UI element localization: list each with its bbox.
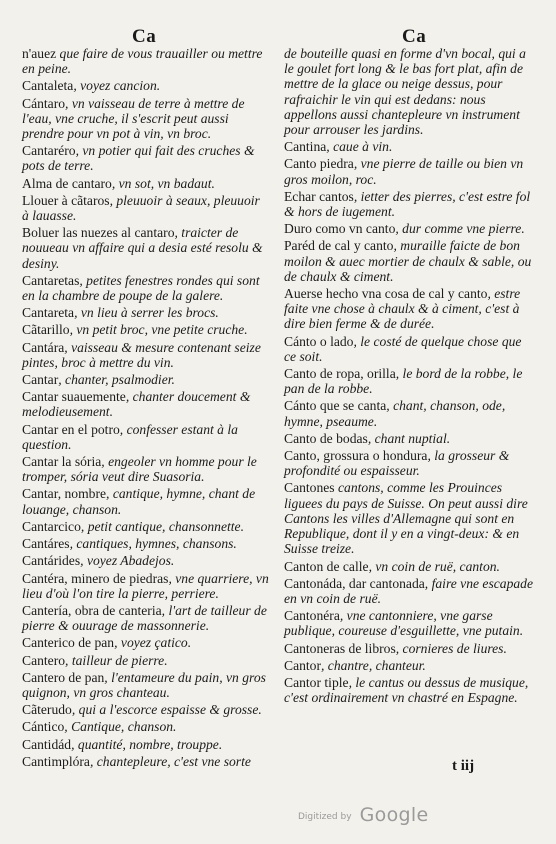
entry-definition: , vn sot, vn badaut. — [111, 175, 215, 191]
entry-definition: , qui a l'escorce espaisse & grosse. — [71, 702, 262, 718]
entry-definition: , vn lieu à serrer les brocs. — [74, 305, 219, 321]
entry-definition: , vne pierre de taille ou bien vn gros moilon, roc. — [284, 156, 524, 187]
entry-headword: Cantar la sória — [22, 454, 102, 470]
page-header-left: Ca — [132, 26, 157, 47]
dictionary-entry — [284, 238, 534, 284]
dictionary-entry — [22, 96, 270, 142]
entry-definition: , cornieres de liures. — [395, 640, 507, 656]
entry-headword: Cantar suauemente — [22, 389, 126, 405]
entry-headword: Cantaréro — [22, 143, 76, 159]
dictionary-entry — [22, 454, 270, 484]
dictionary-entry — [22, 719, 270, 734]
entry-definition: , chant, chanson, ode, hymne, pseaume. — [284, 398, 506, 429]
entry-headword: Canterico de pan — [22, 635, 115, 651]
right-column — [284, 46, 534, 707]
dictionary-entry — [22, 635, 270, 650]
dictionary-entry — [22, 372, 270, 387]
watermark-small-text: Digitized by — [298, 811, 352, 822]
entry-headword: Canto piedra — [284, 156, 354, 172]
entry-headword: Cantarcico — [22, 518, 81, 534]
entry-definition: , vne quarriere, vn lieu d'où l'on tire la pierre, perriere. — [22, 570, 269, 601]
dictionary-entry — [22, 653, 270, 668]
entry-definition: cantons, comme les Prouinces liguees du pays de Suisse. On peut aussi dire Cantons les villes d'Allemagne qui sont en Republique, dont il y en a vingt-deux: & en Suisse treize. — [284, 480, 528, 557]
dictionary-entry — [22, 143, 270, 173]
entry-definition: , tailleur de pierre. — [65, 652, 168, 668]
dictionary-entry — [22, 78, 270, 93]
entry-definition: , faire vne escapade en vn coin de ruë. — [284, 575, 534, 606]
entry-definition: , ietter des pierres, c'est estre fol & hors de iugement. — [284, 188, 531, 220]
dictionary-entry — [284, 658, 534, 673]
entry-definition: , cantique, hymne, chant de louange, chanson. — [22, 486, 256, 517]
entry-headword: Cantaretas — [22, 272, 80, 288]
dictionary-entry — [284, 559, 534, 574]
entry-headword: Auerse hecho vna cosa de cal y canto — [284, 286, 488, 302]
entry-definition: , caue à vin. — [326, 139, 393, 155]
dictionary-entry — [22, 737, 270, 752]
watermark-logo-text: Google — [359, 804, 429, 826]
entry-definition: , le bord de la robbe, le pan de la robbe. — [284, 366, 523, 397]
entry-headword: Cantar en el potro — [22, 421, 120, 437]
entry-definition: , muraille faicte de bon moilon & auec mortier de chaulx & sable, ou de chaulx & ciment. — [284, 238, 532, 284]
entry-headword: Llouer à cãtaros — [22, 192, 110, 208]
dictionary-entry — [284, 675, 534, 705]
entry-headword: Cantéra, minero de piedras — [22, 570, 169, 586]
entry-definition: , pleuuoir à seaux, pleuuoir à lauasse. — [22, 192, 260, 224]
entry-headword: Cantero de pan — [22, 669, 105, 685]
dictionary-entry — [22, 176, 270, 191]
entry-headword: Echar cantos — [284, 188, 354, 204]
entry-definition: , vaisseau & mesure contenant seize pintes, broc à mettre du vin. — [22, 339, 261, 370]
entry-headword: Cantero — [22, 652, 66, 668]
entry-definition: , quantité, nombre, trouppe. — [71, 736, 223, 752]
dictionary-entry — [284, 576, 534, 606]
dictionary-entry — [284, 608, 534, 638]
entry-definition: , confesser estant à la question. — [22, 421, 238, 452]
dictionary-entry — [22, 571, 270, 601]
entry-definition: , voyez Abadejos. — [80, 553, 175, 569]
entry-definition: , l'entameure du pain, vn gros quignon, vn gros chanteau. — [22, 669, 266, 700]
dictionary-entry — [22, 702, 270, 717]
entry-definition: , l'art de tailleur de pierre & ouurage de massonnerie. — [22, 602, 267, 634]
entry-definition: , vn potier qui fait des cruches & pots de terre. — [22, 143, 255, 174]
dictionary-entry — [284, 448, 534, 478]
dictionary-entry — [284, 189, 534, 219]
entry-headword: Cantoneras de libros — [284, 640, 396, 656]
dictionary-entry — [22, 603, 270, 633]
entry-headword: Cãterudo — [22, 702, 72, 718]
entry-definition: , chant nuptial. — [367, 430, 451, 446]
entry-definition: , engeoler vn homme pour le tromper, sória veut dire Suasoria. — [22, 454, 257, 485]
entry-definition: , petit cantique, chansonnette. — [80, 518, 244, 534]
entry-headword: n'auez — [22, 46, 57, 61]
dictionary-entry — [22, 322, 270, 337]
entry-headword: Cãtarillo — [22, 322, 70, 338]
entry-definition: , chanter, psalmodier. — [58, 372, 175, 388]
entry-definition: , Cantique, chanson. — [64, 719, 177, 735]
entry-headword: Cantidád — [22, 736, 72, 752]
dictionary-entry — [284, 334, 534, 364]
entry-definition: , dur comme vne pierre. — [395, 221, 525, 237]
dictionary-entry — [22, 519, 270, 534]
dictionary-entry — [22, 670, 270, 700]
dictionary-entry — [22, 486, 270, 516]
google-watermark — [298, 804, 428, 826]
entry-definition: , vne cantonniere, vne garse publique, coureuse d'esguillette, vne putain. — [284, 608, 524, 639]
dictionary-entry — [22, 754, 270, 769]
entry-headword: Cantar — [22, 372, 59, 388]
entry-definition: , chantre, chanteur. — [321, 657, 426, 673]
dictionary-entry — [284, 46, 534, 137]
entry-headword: Cantar, nombre — [22, 486, 107, 502]
entry-headword: Cantina — [284, 139, 327, 155]
entry-definition: , le cantus ou dessus de musique, c'est ordinairement vn chastré en Espagne. — [284, 674, 529, 706]
entry-headword: Duro como vn canto — [284, 221, 396, 237]
page-header-right: Ca — [402, 26, 427, 47]
entry-headword: Cantería, obra de canteria — [22, 602, 162, 618]
entry-headword: Cantonáda, dar cantonada — [284, 575, 425, 591]
dictionary-entry — [22, 536, 270, 551]
dictionary-entry — [22, 553, 270, 568]
dictionary-entry — [284, 366, 534, 396]
dictionary-entry — [22, 305, 270, 320]
entry-definition: que faire de vous trauailler ou mettre en peine. — [22, 46, 263, 77]
dictionary-entry — [284, 156, 534, 186]
entry-headword: Alma de cantaro — [22, 175, 112, 191]
entry-definition: , la grosseur & profondité ou espaisseur. — [284, 448, 510, 479]
entry-definition: , cantiques, hymnes, chansons. — [69, 536, 237, 552]
entry-definition: , petites fenestres rondes qui sont en la chambre de poupe de la galere. — [22, 272, 260, 304]
entry-headword: Canto, grossura o hondura — [284, 448, 428, 464]
entry-definition: , estre faite vne chose à chaulx & à ciment, c'est à dire bien ferme & de durée. — [284, 286, 521, 332]
entry-definition: , vn coin de ruë, canton. — [368, 558, 500, 574]
entry-definition: de bouteille quasi en forme d'vn bocal, qui a le goulet fort long & le bas fort plat, afin de mettre de la glace ou neige dessus, pour rafraichir le vin qui est dedans: nous appellons aussi chantepleure vn instrument pour arrouser les jardins. — [284, 46, 526, 138]
entry-headword: Cantones — [284, 480, 335, 496]
entry-headword: Cánto que se canta — [284, 398, 387, 414]
dictionary-entry — [22, 273, 270, 303]
dictionary-entry — [284, 139, 534, 154]
dictionary-entry — [22, 389, 270, 419]
dictionary-entry — [284, 286, 534, 332]
entry-definition: , traicter de nouueau vn affaire qui a desia esté resolu & desiny. — [22, 225, 263, 271]
dictionary-entry — [22, 340, 270, 370]
entry-definition: , chanter doucement & melodieusement. — [22, 389, 251, 420]
entry-headword: Paréd de cal y canto — [284, 238, 394, 254]
entry-headword: Cantárides — [22, 553, 81, 569]
entry-definition: , voyez çatico. — [114, 635, 192, 651]
entry-headword: Canton de calle — [284, 558, 369, 574]
dictionary-entry — [284, 398, 534, 428]
dictionary-entry — [284, 641, 534, 656]
entry-headword: Boluer las nuezes al cantaro — [22, 225, 175, 241]
entry-headword: Canto de bodas — [284, 430, 368, 446]
entry-headword: Cánto o lado — [284, 333, 354, 349]
entry-headword: Cantareta — [22, 305, 75, 321]
entry-headword: Canto de ropa, orilla — [284, 366, 396, 382]
left-column — [22, 46, 270, 771]
dictionary-entry — [22, 422, 270, 452]
dictionary-entry — [22, 46, 270, 76]
entry-definition: , chantepleure, c'est vne sorte — [89, 753, 251, 769]
entry-headword: Cántaro — [22, 95, 66, 111]
dictionary-entry — [22, 193, 270, 223]
entry-headword: Cantimplóra — [22, 753, 90, 769]
dictionary-entry — [284, 431, 534, 446]
entry-headword: Cántico — [22, 719, 65, 735]
dictionary-entry — [284, 221, 534, 236]
dictionary-entry — [22, 225, 270, 271]
entry-definition: , le costé de quelque chose que ce soit. — [284, 333, 522, 364]
entry-definition: , vn vaisseau de terre à mettre de l'eau, vne cruche, il s'escrit peut aussi prendre pour vn pot à vin, vn broc. — [22, 95, 245, 142]
entry-definition: , voyez cancion. — [73, 78, 161, 94]
entry-headword: Cantáres — [22, 536, 70, 552]
entry-headword: Cantaleta — [22, 78, 74, 94]
dictionary-entry — [284, 480, 534, 556]
entry-headword: Cantára — [22, 339, 65, 355]
entry-headword: Cantor — [284, 657, 321, 673]
signature-mark: t iij — [452, 758, 475, 774]
entry-headword: Cantonéra — [284, 608, 340, 624]
entry-headword: Cantor tiple — [284, 674, 349, 690]
entry-definition: , vn petit broc, vne petite cruche. — [69, 322, 248, 338]
